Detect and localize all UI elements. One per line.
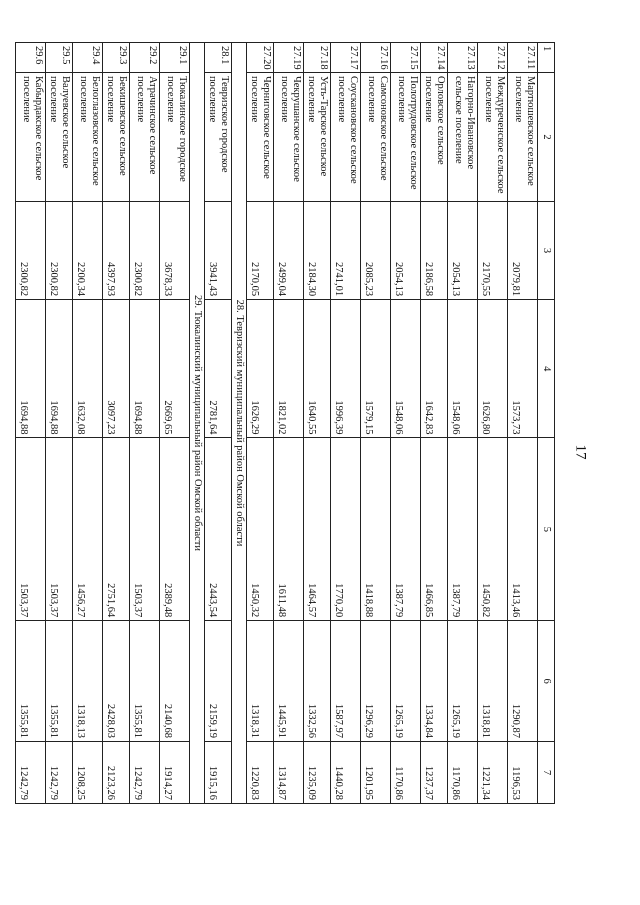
value-col-3: 2499,04 bbox=[274, 202, 304, 300]
value-col-7: 1914,27 bbox=[160, 741, 190, 803]
table-row bbox=[508, 43, 538, 804]
table-row bbox=[73, 43, 103, 804]
value-col-4: 1626,29 bbox=[247, 300, 274, 438]
value-col-6: 1355,81 bbox=[46, 621, 73, 742]
value-col-3: 2085,23 bbox=[361, 202, 391, 300]
row-number: 27.20 bbox=[247, 43, 274, 73]
row-number: 27.14 bbox=[421, 43, 448, 73]
row-number: 29.2 bbox=[130, 43, 160, 73]
value-col-4: 1642,83 bbox=[421, 300, 448, 438]
value-col-7: 1170,86 bbox=[391, 741, 421, 803]
value-col-6: 1318,31 bbox=[247, 621, 274, 742]
value-col-5: 1503,37 bbox=[46, 438, 73, 621]
table-row bbox=[205, 43, 232, 804]
value-col-6: 1296,29 bbox=[361, 621, 391, 742]
table-row bbox=[46, 43, 73, 804]
settlement-name: Орловское сельское поселение bbox=[421, 72, 448, 201]
header-cell-7: 7 bbox=[538, 741, 555, 803]
value-col-3: 2186,58 bbox=[421, 202, 448, 300]
value-col-6: 2159,19 bbox=[205, 621, 232, 742]
value-col-5: 1450,32 bbox=[247, 438, 274, 621]
header-row bbox=[538, 43, 555, 804]
value-col-4: 1579,15 bbox=[361, 300, 391, 438]
value-col-7: 1440,28 bbox=[331, 741, 361, 803]
value-col-6: 1332,56 bbox=[304, 621, 331, 742]
value-col-6: 1355,81 bbox=[130, 621, 160, 742]
value-col-5: 1387,79 bbox=[391, 438, 421, 621]
value-col-7: 1208,25 bbox=[73, 741, 103, 803]
value-col-5: 1770,20 bbox=[331, 438, 361, 621]
value-col-7: 1220,83 bbox=[247, 741, 274, 803]
value-col-3: 2200,34 bbox=[73, 202, 103, 300]
table-body bbox=[16, 43, 555, 804]
settlement-name: Чекрушанское сельское поселение bbox=[274, 72, 304, 201]
value-col-6: 1318,13 bbox=[73, 621, 103, 742]
settlement-name: Полотрудовское сельское поселение bbox=[391, 72, 421, 201]
row-number: 29.4 bbox=[73, 43, 103, 73]
row-number: 28.1 bbox=[205, 43, 232, 73]
table-row bbox=[391, 43, 421, 804]
value-col-5: 1466,85 bbox=[421, 438, 448, 621]
row-number: 29.1 bbox=[160, 43, 190, 73]
value-col-6: 1265,19 bbox=[448, 621, 478, 742]
row-number: 27.11 bbox=[508, 43, 538, 73]
header-cell-1: 1 bbox=[538, 43, 555, 73]
value-col-3: 2079,81 bbox=[508, 202, 538, 300]
table-row bbox=[478, 43, 508, 804]
settlement-name: Тевризское городское поселение bbox=[205, 72, 232, 201]
row-number: 27.13 bbox=[448, 43, 478, 73]
table-row bbox=[247, 43, 274, 804]
settlement-name: Соускановское сельское поселение bbox=[331, 72, 361, 201]
settlement-name: Кабырдакское сельское поселение bbox=[16, 72, 46, 201]
value-col-3: 4397,93 bbox=[103, 202, 130, 300]
section-row bbox=[190, 43, 205, 804]
row-number: 27.16 bbox=[361, 43, 391, 73]
value-col-7: 1221,34 bbox=[478, 741, 508, 803]
value-col-3: 2054,13 bbox=[391, 202, 421, 300]
header-cell-6: 6 bbox=[538, 621, 555, 742]
value-col-3: 3941,43 bbox=[205, 202, 232, 300]
value-col-7: 1242,79 bbox=[16, 741, 46, 803]
table-row bbox=[16, 43, 46, 804]
settlement-name: Валуевское сельское поселение bbox=[46, 72, 73, 201]
section-row bbox=[232, 43, 247, 804]
table-row bbox=[331, 43, 361, 804]
value-col-7: 1196,53 bbox=[508, 741, 538, 803]
rotated-table-container bbox=[15, 42, 555, 804]
value-col-6: 1290,87 bbox=[508, 621, 538, 742]
value-col-5: 1503,37 bbox=[130, 438, 160, 621]
value-col-4: 1694,88 bbox=[130, 300, 160, 438]
value-col-3: 3678,33 bbox=[160, 202, 190, 300]
value-col-3: 2170,05 bbox=[247, 202, 274, 300]
header-cell-3: 3 bbox=[538, 202, 555, 300]
value-col-7: 1242,79 bbox=[46, 741, 73, 803]
settlement-name: Белоглазовское сельское поселение bbox=[73, 72, 103, 201]
settlement-name: Бекишевское сельское поселение bbox=[103, 72, 130, 201]
value-col-6: 1445,91 bbox=[274, 621, 304, 742]
value-col-3: 2300,82 bbox=[16, 202, 46, 300]
value-col-4: 1548,06 bbox=[448, 300, 478, 438]
value-col-7: 1314,87 bbox=[274, 741, 304, 803]
section-title: 28. Тевризский муниципальный район Омской области bbox=[232, 43, 247, 804]
value-col-5: 1418,88 bbox=[361, 438, 391, 621]
value-col-6: 1587,97 bbox=[331, 621, 361, 742]
value-col-4: 1694,88 bbox=[16, 300, 46, 438]
value-col-6: 1318,81 bbox=[478, 621, 508, 742]
value-col-4: 2669,65 bbox=[160, 300, 190, 438]
value-col-7: 2123,26 bbox=[103, 741, 130, 803]
value-col-4: 1548,06 bbox=[391, 300, 421, 438]
value-col-5: 1464,57 bbox=[304, 438, 331, 621]
value-col-6: 2140,68 bbox=[160, 621, 190, 742]
row-number: 27.19 bbox=[274, 43, 304, 73]
value-col-5: 1611,48 bbox=[274, 438, 304, 621]
settlement-name: Междуреченское сельское поселение bbox=[478, 72, 508, 201]
value-col-3: 2741,01 bbox=[331, 202, 361, 300]
value-col-4: 3097,23 bbox=[103, 300, 130, 438]
value-col-6: 1355,81 bbox=[16, 621, 46, 742]
table-row bbox=[160, 43, 190, 804]
table-row bbox=[361, 43, 391, 804]
value-col-4: 2781,64 bbox=[205, 300, 232, 438]
settlement-name: Тюкалинское городское поселение bbox=[160, 72, 190, 201]
value-col-4: 1694,88 bbox=[46, 300, 73, 438]
value-col-4: 1632,08 bbox=[73, 300, 103, 438]
value-col-4: 1626,80 bbox=[478, 300, 508, 438]
value-col-5: 1413,46 bbox=[508, 438, 538, 621]
settlement-name: Нагорно-Ивановское сельское поселение bbox=[448, 72, 478, 201]
row-number: 27.18 bbox=[304, 43, 331, 73]
header-cell-4: 4 bbox=[538, 300, 555, 438]
table-row bbox=[274, 43, 304, 804]
table-row bbox=[130, 43, 160, 804]
value-col-7: 1915,16 bbox=[205, 741, 232, 803]
settlement-name: Мартюшевское сельское поселение bbox=[508, 72, 538, 201]
header-cell-2: 2 bbox=[538, 72, 555, 201]
settlement-name: Самсоновское сельское поселение bbox=[361, 72, 391, 201]
value-col-3: 2184,30 bbox=[304, 202, 331, 300]
value-col-7: 1170,86 bbox=[448, 741, 478, 803]
value-col-5: 2751,64 bbox=[103, 438, 130, 621]
value-col-4: 1821,02 bbox=[274, 300, 304, 438]
page-number: 17 bbox=[572, 444, 589, 460]
value-col-6: 1334,84 bbox=[421, 621, 448, 742]
value-col-4: 1640,55 bbox=[304, 300, 331, 438]
header-cell-5: 5 bbox=[538, 438, 555, 621]
value-col-3: 2054,13 bbox=[448, 202, 478, 300]
row-number: 27.12 bbox=[478, 43, 508, 73]
table-row bbox=[421, 43, 448, 804]
value-col-4: 1996,39 bbox=[331, 300, 361, 438]
value-col-6: 2428,03 bbox=[103, 621, 130, 742]
value-col-5: 2389,48 bbox=[160, 438, 190, 621]
value-col-5: 1456,27 bbox=[73, 438, 103, 621]
value-col-5: 1450,82 bbox=[478, 438, 508, 621]
data-table bbox=[15, 42, 555, 804]
value-col-7: 1242,79 bbox=[130, 741, 160, 803]
row-number: 27.15 bbox=[391, 43, 421, 73]
row-number: 29.5 bbox=[46, 43, 73, 73]
table-row bbox=[448, 43, 478, 804]
value-col-3: 2300,82 bbox=[130, 202, 160, 300]
section-title: 29. Тюкалинский муниципальный район Омской области bbox=[190, 43, 205, 804]
table-row bbox=[304, 43, 331, 804]
settlement-name: Усть-Тарское сельское поселение bbox=[304, 72, 331, 201]
value-col-7: 1235,09 bbox=[304, 741, 331, 803]
value-col-3: 2300,82 bbox=[46, 202, 73, 300]
value-col-4: 1573,73 bbox=[508, 300, 538, 438]
value-col-3: 2170,55 bbox=[478, 202, 508, 300]
row-number: 29.3 bbox=[103, 43, 130, 73]
value-col-5: 2443,54 bbox=[205, 438, 232, 621]
value-col-5: 1503,37 bbox=[16, 438, 46, 621]
value-col-5: 1387,79 bbox=[448, 438, 478, 621]
row-number: 29.6 bbox=[16, 43, 46, 73]
settlement-name: Атрачинское сельское поселение bbox=[130, 72, 160, 201]
value-col-6: 1265,19 bbox=[391, 621, 421, 742]
value-col-7: 1237,37 bbox=[421, 741, 448, 803]
value-col-7: 1201,95 bbox=[361, 741, 391, 803]
table-row bbox=[103, 43, 130, 804]
settlement-name: Черниговское сельское поселение bbox=[247, 72, 274, 201]
row-number: 27.17 bbox=[331, 43, 361, 73]
